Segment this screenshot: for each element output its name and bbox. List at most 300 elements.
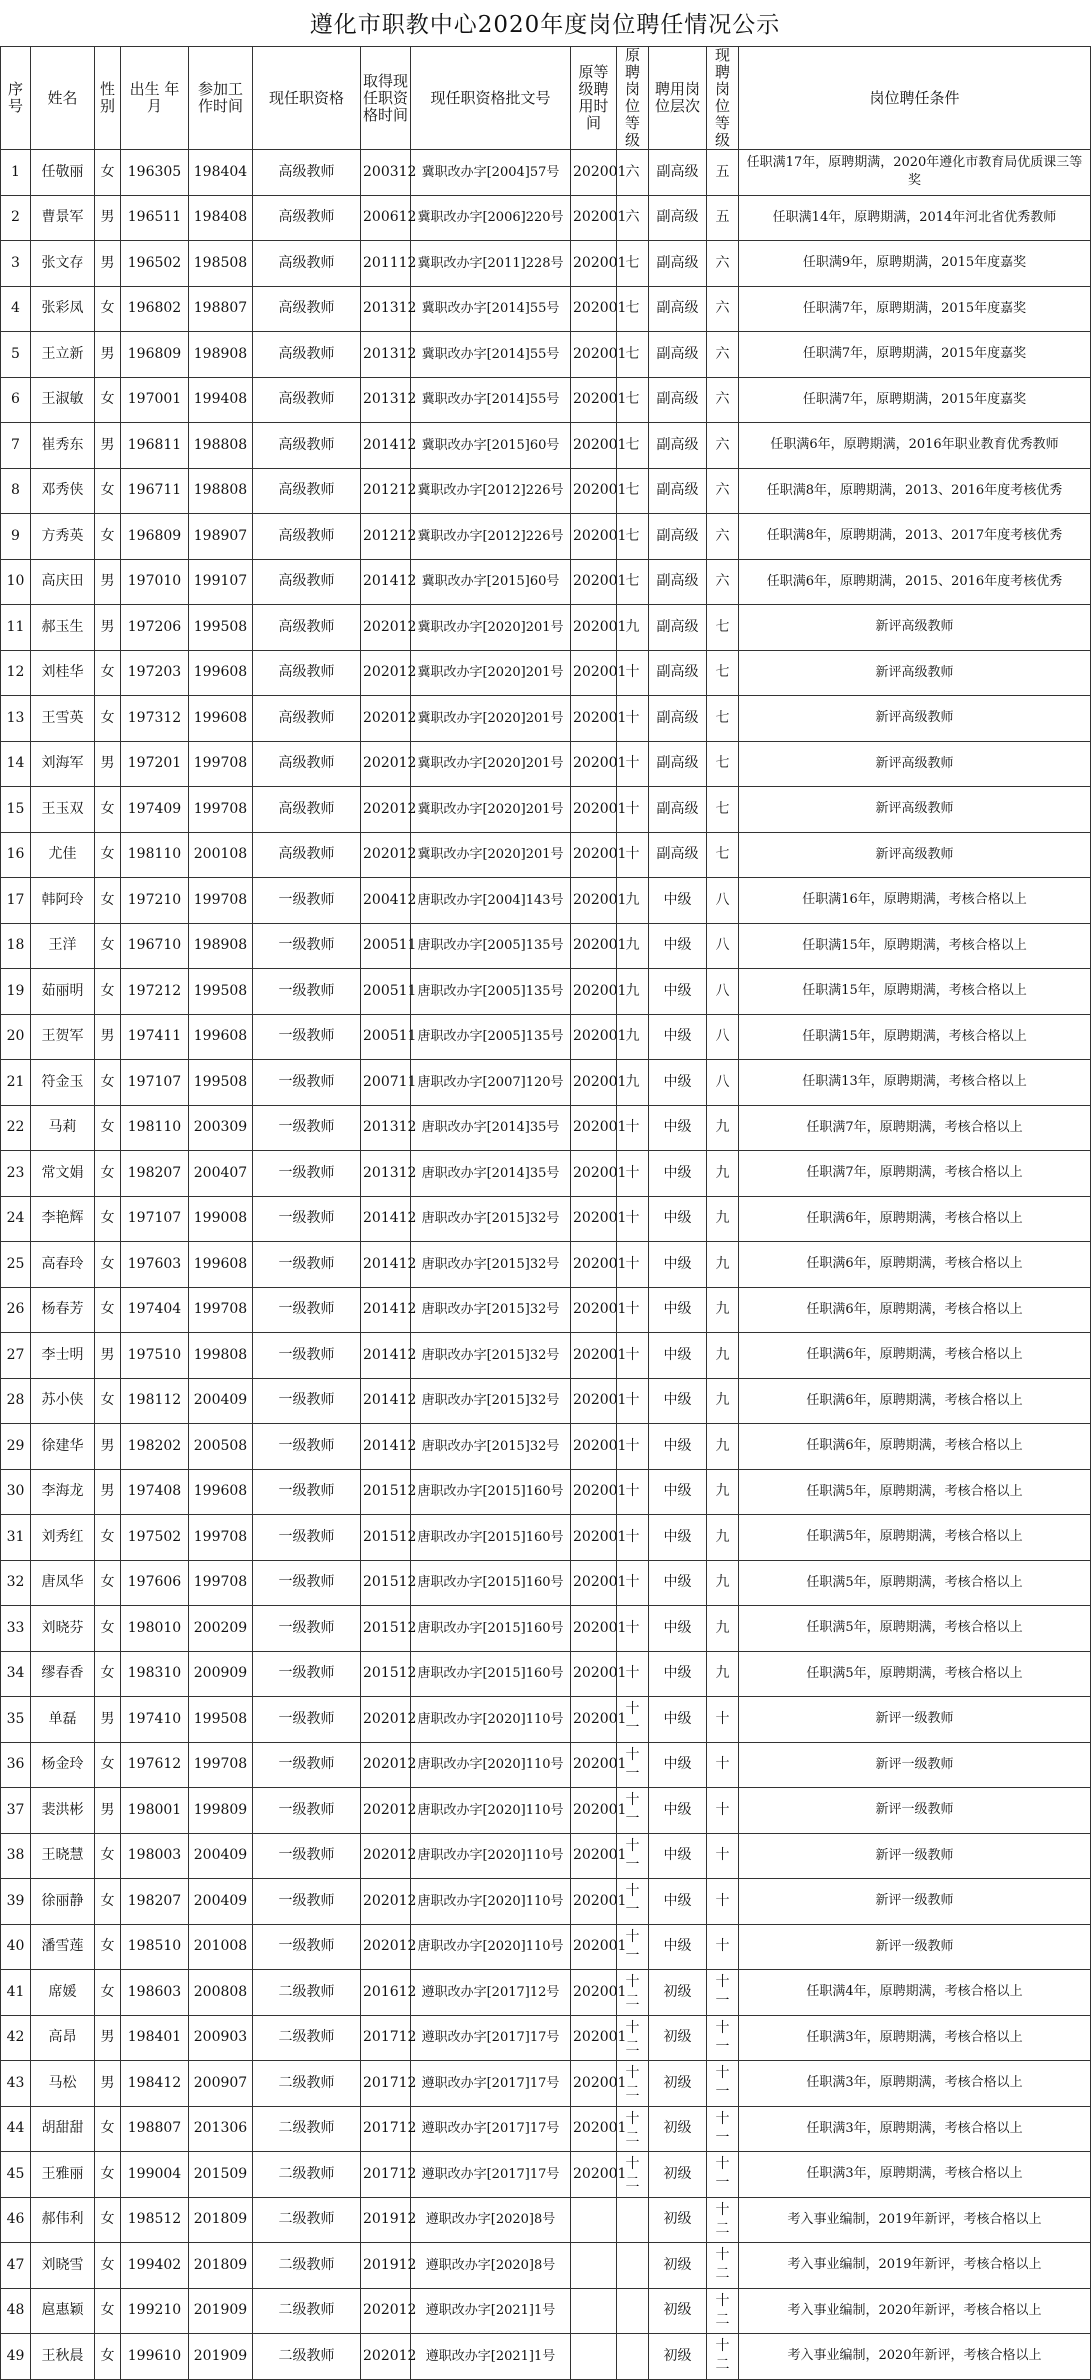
row-number: 22 (1, 1105, 31, 1151)
gender-cell: 女 (95, 1060, 121, 1106)
work-start-cell: 199708 (189, 878, 253, 924)
condition-cell: 新评高级教师 (739, 696, 1091, 742)
row-number: 1 (1, 150, 31, 196)
row-number: 11 (1, 605, 31, 651)
current-grade-cell: 十 (707, 1833, 739, 1879)
gender-cell: 男 (95, 423, 121, 469)
qualification-date-cell: 202012 (361, 787, 411, 833)
approval-number-cell: 冀职改办字[2020]201号 (411, 605, 571, 651)
gender-cell: 女 (95, 150, 121, 196)
condition-cell: 考入事业编制，2020年新评，考核合格以上 (739, 2334, 1091, 2380)
qualification-cell: 一级教师 (253, 1697, 361, 1743)
position-level-cell: 中级 (649, 1833, 707, 1879)
row-number: 9 (1, 514, 31, 560)
gender-cell: 女 (95, 286, 121, 332)
work-start-cell: 200209 (189, 1606, 253, 1652)
qualification-cell: 一级教师 (253, 1287, 361, 1333)
current-grade-cell: 九 (707, 1469, 739, 1515)
current-grade-cell: 八 (707, 923, 739, 969)
original-grade-cell: 十二 (617, 2015, 649, 2061)
original-hire-date-cell: 202001 (571, 1151, 617, 1197)
work-start-cell: 198807 (189, 286, 253, 332)
qualification-date-cell: 202012 (361, 650, 411, 696)
table-row (1, 468, 1091, 514)
table-row (1, 2197, 1091, 2243)
original-hire-date-cell: 202001 (571, 969, 617, 1015)
position-level-cell: 副高级 (649, 286, 707, 332)
birth-cell: 198001 (121, 1788, 189, 1834)
name-cell: 王玉双 (31, 787, 95, 833)
position-level-cell: 中级 (649, 1560, 707, 1606)
row-number: 16 (1, 832, 31, 878)
original-hire-date-cell: 202001 (571, 423, 617, 469)
table-row (1, 2243, 1091, 2289)
name-cell: 邓秀侠 (31, 468, 95, 514)
approval-number-cell: 唐职改办字[2005]135号 (411, 1014, 571, 1060)
qualification-date-cell: 202012 (361, 832, 411, 878)
original-grade-cell: 十二 (617, 2106, 649, 2152)
birth-cell: 197010 (121, 559, 189, 605)
table-row (1, 2152, 1091, 2198)
original-grade-cell: 十 (617, 1333, 649, 1379)
approval-number-cell: 遵职改办字[2021]1号 (411, 2288, 571, 2334)
original-grade-cell: 十 (617, 1469, 649, 1515)
row-number: 49 (1, 2334, 31, 2380)
original-hire-date-cell: 202001 (571, 1105, 617, 1151)
position-level-cell: 中级 (649, 1151, 707, 1197)
row-number: 44 (1, 2106, 31, 2152)
original-hire-date-cell (571, 2197, 617, 2243)
approval-number-cell: 遵职改办字[2017]17号 (411, 2106, 571, 2152)
qualification-date-cell: 202012 (361, 2334, 411, 2380)
condition-cell: 考入事业编制，2019年新评，考核合格以上 (739, 2197, 1091, 2243)
position-level-cell: 副高级 (649, 559, 707, 605)
row-number: 29 (1, 1424, 31, 1470)
qualification-date-cell: 202012 (361, 605, 411, 651)
name-cell: 马莉 (31, 1105, 95, 1151)
birth-cell: 198401 (121, 2015, 189, 2061)
qualification-date-cell: 201512 (361, 1515, 411, 1561)
gender-cell: 男 (95, 741, 121, 787)
qualification-cell: 二级教师 (253, 2152, 361, 2198)
work-start-cell: 198508 (189, 241, 253, 287)
birth-cell: 197510 (121, 1333, 189, 1379)
original-hire-date-cell: 202001 (571, 241, 617, 287)
work-start-cell: 201909 (189, 2334, 253, 2380)
qualification-date-cell: 201412 (361, 1378, 411, 1424)
qualification-date-cell: 200511 (361, 969, 411, 1015)
qualification-cell: 高级教师 (253, 787, 361, 833)
work-start-cell: 200409 (189, 1378, 253, 1424)
condition-cell: 任职满5年，原聘期满，考核合格以上 (739, 1469, 1091, 1515)
approval-number-cell: 冀职改办字[2020]201号 (411, 650, 571, 696)
condition-cell: 任职满5年，原聘期满，考核合格以上 (739, 1651, 1091, 1697)
qualification-cell: 二级教师 (253, 2061, 361, 2107)
approval-number-cell: 冀职改办字[2020]201号 (411, 787, 571, 833)
table-header-row (1, 47, 1091, 150)
birth-cell: 199402 (121, 2243, 189, 2289)
condition-cell: 新评高级教师 (739, 650, 1091, 696)
current-grade-cell: 九 (707, 1560, 739, 1606)
name-cell: 李士明 (31, 1333, 95, 1379)
row-number: 39 (1, 1879, 31, 1925)
condition-cell: 任职满7年，原聘期满，2015年度嘉奖 (739, 377, 1091, 423)
qualification-cell: 二级教师 (253, 2334, 361, 2380)
original-grade-cell: 十 (617, 1378, 649, 1424)
original-grade-cell: 七 (617, 241, 649, 287)
position-level-cell: 副高级 (649, 696, 707, 742)
original-grade-cell (617, 2197, 649, 2243)
name-cell: 徐丽静 (31, 1879, 95, 1925)
name-cell: 刘海军 (31, 741, 95, 787)
column-header: 现任职资格 (253, 47, 361, 150)
condition-cell: 新评高级教师 (739, 605, 1091, 651)
name-cell: 王立新 (31, 332, 95, 378)
name-cell: 符金玉 (31, 1060, 95, 1106)
original-hire-date-cell: 202001 (571, 650, 617, 696)
birth-cell: 198807 (121, 2106, 189, 2152)
current-grade-cell: 六 (707, 332, 739, 378)
original-hire-date-cell: 202001 (571, 2106, 617, 2152)
birth-cell: 198510 (121, 1924, 189, 1970)
row-number: 36 (1, 1742, 31, 1788)
approval-number-cell: 遵职改办字[2017]12号 (411, 1970, 571, 2016)
current-grade-cell: 九 (707, 1606, 739, 1652)
original-hire-date-cell: 202001 (571, 832, 617, 878)
original-grade-cell: 十二 (617, 2152, 649, 2198)
position-level-cell: 副高级 (649, 832, 707, 878)
qualification-cell: 一级教师 (253, 1196, 361, 1242)
original-grade-cell: 十 (617, 1515, 649, 1561)
name-cell: 扈惠颖 (31, 2288, 95, 2334)
birth-cell: 197409 (121, 787, 189, 833)
work-start-cell: 201008 (189, 1924, 253, 1970)
qualification-cell: 二级教师 (253, 2197, 361, 2243)
row-number: 24 (1, 1196, 31, 1242)
name-cell: 王洋 (31, 923, 95, 969)
original-hire-date-cell: 202001 (571, 1287, 617, 1333)
name-cell: 韩阿玲 (31, 878, 95, 924)
name-cell: 马松 (31, 2061, 95, 2107)
position-level-cell: 中级 (649, 1742, 707, 1788)
current-grade-cell: 五 (707, 150, 739, 196)
gender-cell: 女 (95, 1242, 121, 1288)
gender-cell: 女 (95, 969, 121, 1015)
column-header: 参加工作时间 (189, 47, 253, 150)
gender-cell: 女 (95, 1651, 121, 1697)
condition-cell: 任职满8年，原聘期满，2013、2016年度考核优秀 (739, 468, 1091, 514)
position-level-cell: 中级 (649, 1788, 707, 1834)
original-hire-date-cell: 202001 (571, 1560, 617, 1606)
gender-cell: 女 (95, 832, 121, 878)
original-grade-cell: 九 (617, 878, 649, 924)
row-number: 18 (1, 923, 31, 969)
birth-cell: 197408 (121, 1469, 189, 1515)
condition-cell: 任职满6年，原聘期满，考核合格以上 (739, 1424, 1091, 1470)
qualification-date-cell: 201912 (361, 2243, 411, 2289)
gender-cell: 女 (95, 696, 121, 742)
row-number: 31 (1, 1515, 31, 1561)
approval-number-cell: 冀职改办字[2015]60号 (411, 559, 571, 605)
qualification-date-cell: 202012 (361, 1742, 411, 1788)
birth-cell: 197201 (121, 741, 189, 787)
gender-cell: 女 (95, 514, 121, 560)
work-start-cell: 198908 (189, 923, 253, 969)
qualification-cell: 高级教师 (253, 468, 361, 514)
original-hire-date-cell: 202001 (571, 1879, 617, 1925)
name-cell: 刘晓芬 (31, 1606, 95, 1652)
approval-number-cell: 唐职改办字[2015]160号 (411, 1651, 571, 1697)
row-number: 47 (1, 2243, 31, 2289)
column-header: 取得现任职资格时间 (361, 47, 411, 150)
position-level-cell: 中级 (649, 1469, 707, 1515)
work-start-cell: 199708 (189, 1287, 253, 1333)
qualification-date-cell: 201512 (361, 1651, 411, 1697)
condition-cell: 任职满3年，原聘期满，考核合格以上 (739, 2061, 1091, 2107)
qualification-cell: 高级教师 (253, 241, 361, 287)
work-start-cell: 199608 (189, 650, 253, 696)
table-row (1, 923, 1091, 969)
current-grade-cell: 九 (707, 1651, 739, 1697)
qualification-cell: 二级教师 (253, 2243, 361, 2289)
condition-cell: 新评一级教师 (739, 1697, 1091, 1743)
current-grade-cell: 十 (707, 1924, 739, 1970)
current-grade-cell: 十二 (707, 2334, 739, 2380)
current-grade-cell: 六 (707, 286, 739, 332)
current-grade-cell: 九 (707, 1151, 739, 1197)
position-level-cell: 副高级 (649, 605, 707, 651)
qualification-date-cell: 202012 (361, 696, 411, 742)
original-hire-date-cell: 202001 (571, 1242, 617, 1288)
row-number: 35 (1, 1697, 31, 1743)
position-level-cell: 中级 (649, 1196, 707, 1242)
row-number: 37 (1, 1788, 31, 1834)
qualification-date-cell: 200612 (361, 195, 411, 241)
gender-cell: 女 (95, 2288, 121, 2334)
gender-cell: 女 (95, 878, 121, 924)
condition-cell: 新评高级教师 (739, 741, 1091, 787)
position-level-cell: 初级 (649, 2334, 707, 2380)
birth-cell: 198003 (121, 1833, 189, 1879)
current-grade-cell: 九 (707, 1424, 739, 1470)
name-cell: 裴洪彬 (31, 1788, 95, 1834)
work-start-cell: 198404 (189, 150, 253, 196)
row-number: 45 (1, 2152, 31, 2198)
gender-cell: 女 (95, 650, 121, 696)
birth-cell: 197107 (121, 1196, 189, 1242)
condition-cell: 任职满3年，原聘期满，考核合格以上 (739, 2015, 1091, 2061)
original-grade-cell: 九 (617, 923, 649, 969)
position-level-cell: 初级 (649, 2061, 707, 2107)
qualification-cell: 一级教师 (253, 1333, 361, 1379)
table-row (1, 332, 1091, 378)
original-hire-date-cell: 202001 (571, 878, 617, 924)
qualification-cell: 一级教师 (253, 1879, 361, 1925)
qualification-date-cell: 201412 (361, 1424, 411, 1470)
original-grade-cell: 十二 (617, 2061, 649, 2107)
condition-cell: 任职满7年，原聘期满，考核合格以上 (739, 1151, 1091, 1197)
condition-cell: 任职满5年，原聘期满，考核合格以上 (739, 1606, 1091, 1652)
position-level-cell: 副高级 (649, 514, 707, 560)
birth-cell: 196809 (121, 514, 189, 560)
row-number: 43 (1, 2061, 31, 2107)
work-start-cell: 199608 (189, 696, 253, 742)
condition-cell: 任职满6年，原聘期满，考核合格以上 (739, 1287, 1091, 1333)
approval-number-cell: 冀职改办字[2020]201号 (411, 696, 571, 742)
approval-number-cell: 唐职改办字[2015]32号 (411, 1424, 571, 1470)
approval-number-cell: 唐职改办字[2015]32号 (411, 1378, 571, 1424)
original-hire-date-cell: 202001 (571, 2061, 617, 2107)
approval-number-cell: 唐职改办字[2004]143号 (411, 878, 571, 924)
work-start-cell: 200309 (189, 1105, 253, 1151)
table-row (1, 1060, 1091, 1106)
table-row (1, 1924, 1091, 1970)
original-grade-cell: 十 (617, 1105, 649, 1151)
original-hire-date-cell: 202001 (571, 468, 617, 514)
qualification-date-cell: 202012 (361, 1924, 411, 1970)
original-grade-cell: 十 (617, 787, 649, 833)
current-grade-cell: 六 (707, 241, 739, 287)
gender-cell: 男 (95, 2061, 121, 2107)
table-row (1, 241, 1091, 287)
original-hire-date-cell: 202001 (571, 923, 617, 969)
table-row (1, 1105, 1091, 1151)
gender-cell: 男 (95, 241, 121, 287)
condition-cell: 任职满5年，原聘期满，考核合格以上 (739, 1560, 1091, 1606)
condition-cell: 任职满15年，原聘期满，考核合格以上 (739, 1014, 1091, 1060)
current-grade-cell: 六 (707, 514, 739, 560)
row-number: 14 (1, 741, 31, 787)
row-number: 5 (1, 332, 31, 378)
name-cell: 张文存 (31, 241, 95, 287)
current-grade-cell: 六 (707, 377, 739, 423)
name-cell: 李海龙 (31, 1469, 95, 1515)
gender-cell: 男 (95, 559, 121, 605)
condition-cell: 新评一级教师 (739, 1742, 1091, 1788)
original-grade-cell: 十 (617, 1424, 649, 1470)
table-row (1, 1651, 1091, 1697)
condition-cell: 任职满16年，原聘期满，考核合格以上 (739, 878, 1091, 924)
work-start-cell: 199408 (189, 377, 253, 423)
work-start-cell: 199608 (189, 1469, 253, 1515)
gender-cell: 女 (95, 1196, 121, 1242)
birth-cell: 197603 (121, 1242, 189, 1288)
qualification-cell: 高级教师 (253, 696, 361, 742)
original-hire-date-cell: 202001 (571, 605, 617, 651)
table-row (1, 1378, 1091, 1424)
work-start-cell: 199508 (189, 1697, 253, 1743)
condition-cell: 任职满9年，原聘期满，2015年度嘉奖 (739, 241, 1091, 287)
approval-number-cell: 冀职改办字[2011]228号 (411, 241, 571, 287)
approval-number-cell: 遵职改办字[2017]17号 (411, 2015, 571, 2061)
condition-cell: 任职满15年，原聘期满，考核合格以上 (739, 923, 1091, 969)
table-row (1, 1833, 1091, 1879)
current-grade-cell: 十 (707, 1697, 739, 1743)
birth-cell: 197203 (121, 650, 189, 696)
original-grade-cell: 十 (617, 1287, 649, 1333)
condition-cell: 考入事业编制，2020年新评，考核合格以上 (739, 2288, 1091, 2334)
name-cell: 刘秀红 (31, 1515, 95, 1561)
birth-cell: 199004 (121, 2152, 189, 2198)
name-cell: 王晓慧 (31, 1833, 95, 1879)
approval-number-cell: 冀职改办字[2012]226号 (411, 514, 571, 560)
gender-cell: 女 (95, 2106, 121, 2152)
qualification-date-cell: 202012 (361, 2288, 411, 2334)
table-row (1, 787, 1091, 833)
qualification-date-cell: 201412 (361, 559, 411, 605)
position-level-cell: 副高级 (649, 423, 707, 469)
original-hire-date-cell: 202001 (571, 696, 617, 742)
gender-cell: 女 (95, 1560, 121, 1606)
row-number: 4 (1, 286, 31, 332)
current-grade-cell: 十二 (707, 2288, 739, 2334)
position-level-cell: 中级 (649, 1879, 707, 1925)
original-grade-cell: 十 (617, 741, 649, 787)
original-grade-cell: 九 (617, 1060, 649, 1106)
original-hire-date-cell: 202001 (571, 1060, 617, 1106)
gender-cell: 女 (95, 1606, 121, 1652)
position-level-cell: 副高级 (649, 787, 707, 833)
work-start-cell: 198907 (189, 514, 253, 560)
gender-cell: 男 (95, 2015, 121, 2061)
position-level-cell: 中级 (649, 1606, 707, 1652)
birth-cell: 198512 (121, 2197, 189, 2243)
position-level-cell: 中级 (649, 1378, 707, 1424)
qualification-date-cell: 201212 (361, 514, 411, 560)
name-cell: 茹丽明 (31, 969, 95, 1015)
table-row (1, 878, 1091, 924)
position-level-cell: 中级 (649, 923, 707, 969)
column-header: 原等级聘用时间 (571, 47, 617, 150)
birth-cell: 197606 (121, 1560, 189, 1606)
original-hire-date-cell (571, 2243, 617, 2289)
work-start-cell: 199708 (189, 1560, 253, 1606)
position-level-cell: 初级 (649, 1970, 707, 2016)
position-level-cell: 中级 (649, 1515, 707, 1561)
table-row (1, 2061, 1091, 2107)
current-grade-cell: 十 (707, 1879, 739, 1925)
qualification-date-cell: 200511 (361, 1014, 411, 1060)
name-cell: 张彩凤 (31, 286, 95, 332)
birth-cell: 198112 (121, 1378, 189, 1424)
qualification-date-cell: 202012 (361, 1697, 411, 1743)
condition-cell: 任职满7年，原聘期满，2015年度嘉奖 (739, 332, 1091, 378)
qualification-date-cell: 202012 (361, 1879, 411, 1925)
row-number: 10 (1, 559, 31, 605)
table-row (1, 2015, 1091, 2061)
approval-number-cell: 遵职改办字[2020]8号 (411, 2197, 571, 2243)
qualification-date-cell: 201912 (361, 2197, 411, 2243)
birth-cell: 197404 (121, 1287, 189, 1333)
work-start-cell: 201306 (189, 2106, 253, 2152)
position-level-cell: 副高级 (649, 468, 707, 514)
row-number: 20 (1, 1014, 31, 1060)
name-cell: 高庆田 (31, 559, 95, 605)
condition-cell: 任职满14年，原聘期满，2014年河北省优秀教师 (739, 195, 1091, 241)
gender-cell: 男 (95, 605, 121, 651)
work-start-cell: 199808 (189, 1333, 253, 1379)
name-cell: 王淑敏 (31, 377, 95, 423)
gender-cell: 女 (95, 468, 121, 514)
name-cell: 刘桂华 (31, 650, 95, 696)
position-level-cell: 副高级 (649, 241, 707, 287)
row-number: 23 (1, 1151, 31, 1197)
table-row (1, 1014, 1091, 1060)
gender-cell: 女 (95, 1515, 121, 1561)
column-header: 序号 (1, 47, 31, 150)
approval-number-cell: 唐职改办字[2015]160号 (411, 1606, 571, 1652)
original-grade-cell (617, 2288, 649, 2334)
